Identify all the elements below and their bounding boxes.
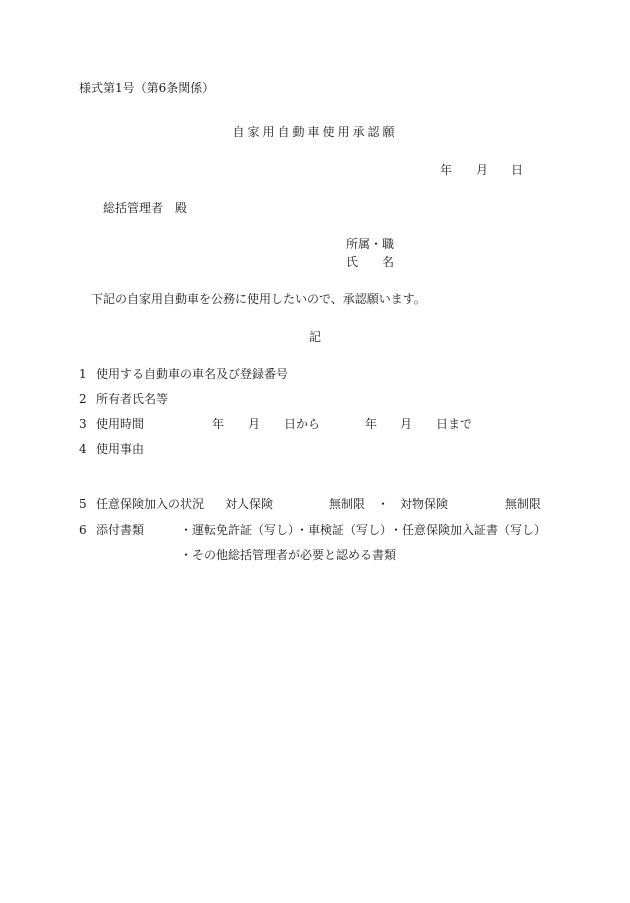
item-6-doc-insurance: ・任意保険加入証書（写し） bbox=[390, 523, 547, 537]
addressee: 総括管理者 殿 bbox=[103, 201, 188, 215]
item-3-from-month: 月 bbox=[248, 417, 261, 431]
item-5-personal-insurance: 対人保険 bbox=[225, 497, 274, 511]
item-6-doc-license: ・運転免許証（写し） bbox=[180, 523, 301, 537]
item-6-number: 6 bbox=[79, 523, 87, 537]
item-3-number: 3 bbox=[79, 417, 87, 431]
item-4-label: 使用事由 bbox=[96, 442, 145, 456]
item-5-number: 5 bbox=[79, 497, 87, 511]
item-3-from-year: 年 bbox=[212, 417, 225, 431]
item-1-label: 使用する自動車の車名及び登録番号 bbox=[96, 367, 289, 381]
document-title: 自家用自動車使用承認願 bbox=[232, 125, 398, 139]
item-5-property-insurance: 対物保険 bbox=[400, 497, 449, 511]
item-1-number: 1 bbox=[79, 367, 87, 381]
body-text: 下記の自家用自動車を公務に使用したいので、承認願います。 bbox=[91, 292, 426, 306]
name-label bbox=[346, 255, 394, 269]
date-year: 年 bbox=[440, 163, 453, 177]
item-3-to-year: 年 bbox=[365, 417, 378, 431]
date-day: 日 bbox=[511, 163, 524, 177]
item-3-to-month: 月 bbox=[400, 417, 413, 431]
item-3-to-day: 日まで bbox=[436, 417, 473, 431]
form-number: 様式第1号（第6条関係） bbox=[79, 81, 215, 95]
item-2-number: 2 bbox=[79, 392, 87, 406]
name-label-first: 氏 bbox=[346, 255, 359, 269]
item-5-separator: ・ bbox=[377, 497, 390, 511]
item-6-doc-inspection: ・車検証（写し） bbox=[296, 523, 393, 537]
name-label-second: 名 bbox=[382, 255, 395, 269]
item-6-label: 添付書類 bbox=[96, 523, 145, 537]
item-5-personal-value: 無制限 bbox=[329, 497, 366, 511]
item-5-property-value: 無制限 bbox=[505, 497, 542, 511]
ki-heading: 記 bbox=[308, 330, 321, 344]
item-4-number: 4 bbox=[79, 442, 87, 456]
affiliation-label: 所属・職 bbox=[346, 237, 395, 251]
item-5-label: 任意保険加入の状況 bbox=[96, 497, 205, 511]
item-2-label: 所有者氏名等 bbox=[96, 392, 169, 406]
item-3-from-day: 日から bbox=[284, 417, 321, 431]
item-6-doc-other: ・その他総括管理者が必要と認める書類 bbox=[180, 548, 397, 562]
item-3-label: 使用時間 bbox=[96, 417, 145, 431]
date-month: 月 bbox=[476, 163, 489, 177]
